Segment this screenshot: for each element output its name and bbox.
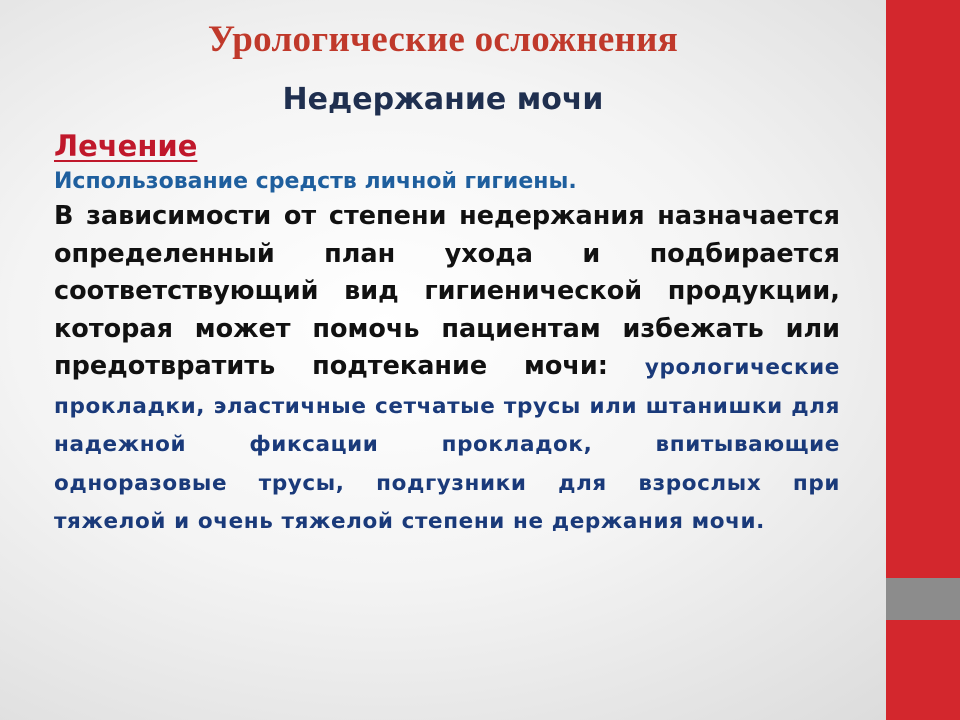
body-text-main: В зависимости от степени недержания назначается определенный план ухода и подбирается соответствующий вид гигиенической продукции, которая может помочь пациентам избежать или предотвратить подтекание мочи:	[54, 201, 840, 381]
lead-text: Использование средств личной гигиены.	[54, 169, 577, 194]
section-heading: Лечение	[54, 129, 198, 163]
side-decoration-red-top	[886, 0, 960, 578]
body-text-products: урологические прокладки, эластичные сетчатые трусы или штанишки для надежной фиксации прокладок, впитывающие одноразовые трусы, подгузники для взрослых при тяжелой и очень тяжелой степени не держания мочи.	[54, 355, 840, 534]
body-paragraph	[54, 198, 840, 541]
slide-content	[54, 126, 840, 541]
slide-title: Урологические осложнения	[207, 19, 679, 60]
slide-subtitle: Недержание мочи	[282, 82, 604, 117]
side-decoration-gray	[886, 578, 960, 620]
side-decoration-red-bottom	[886, 620, 960, 720]
